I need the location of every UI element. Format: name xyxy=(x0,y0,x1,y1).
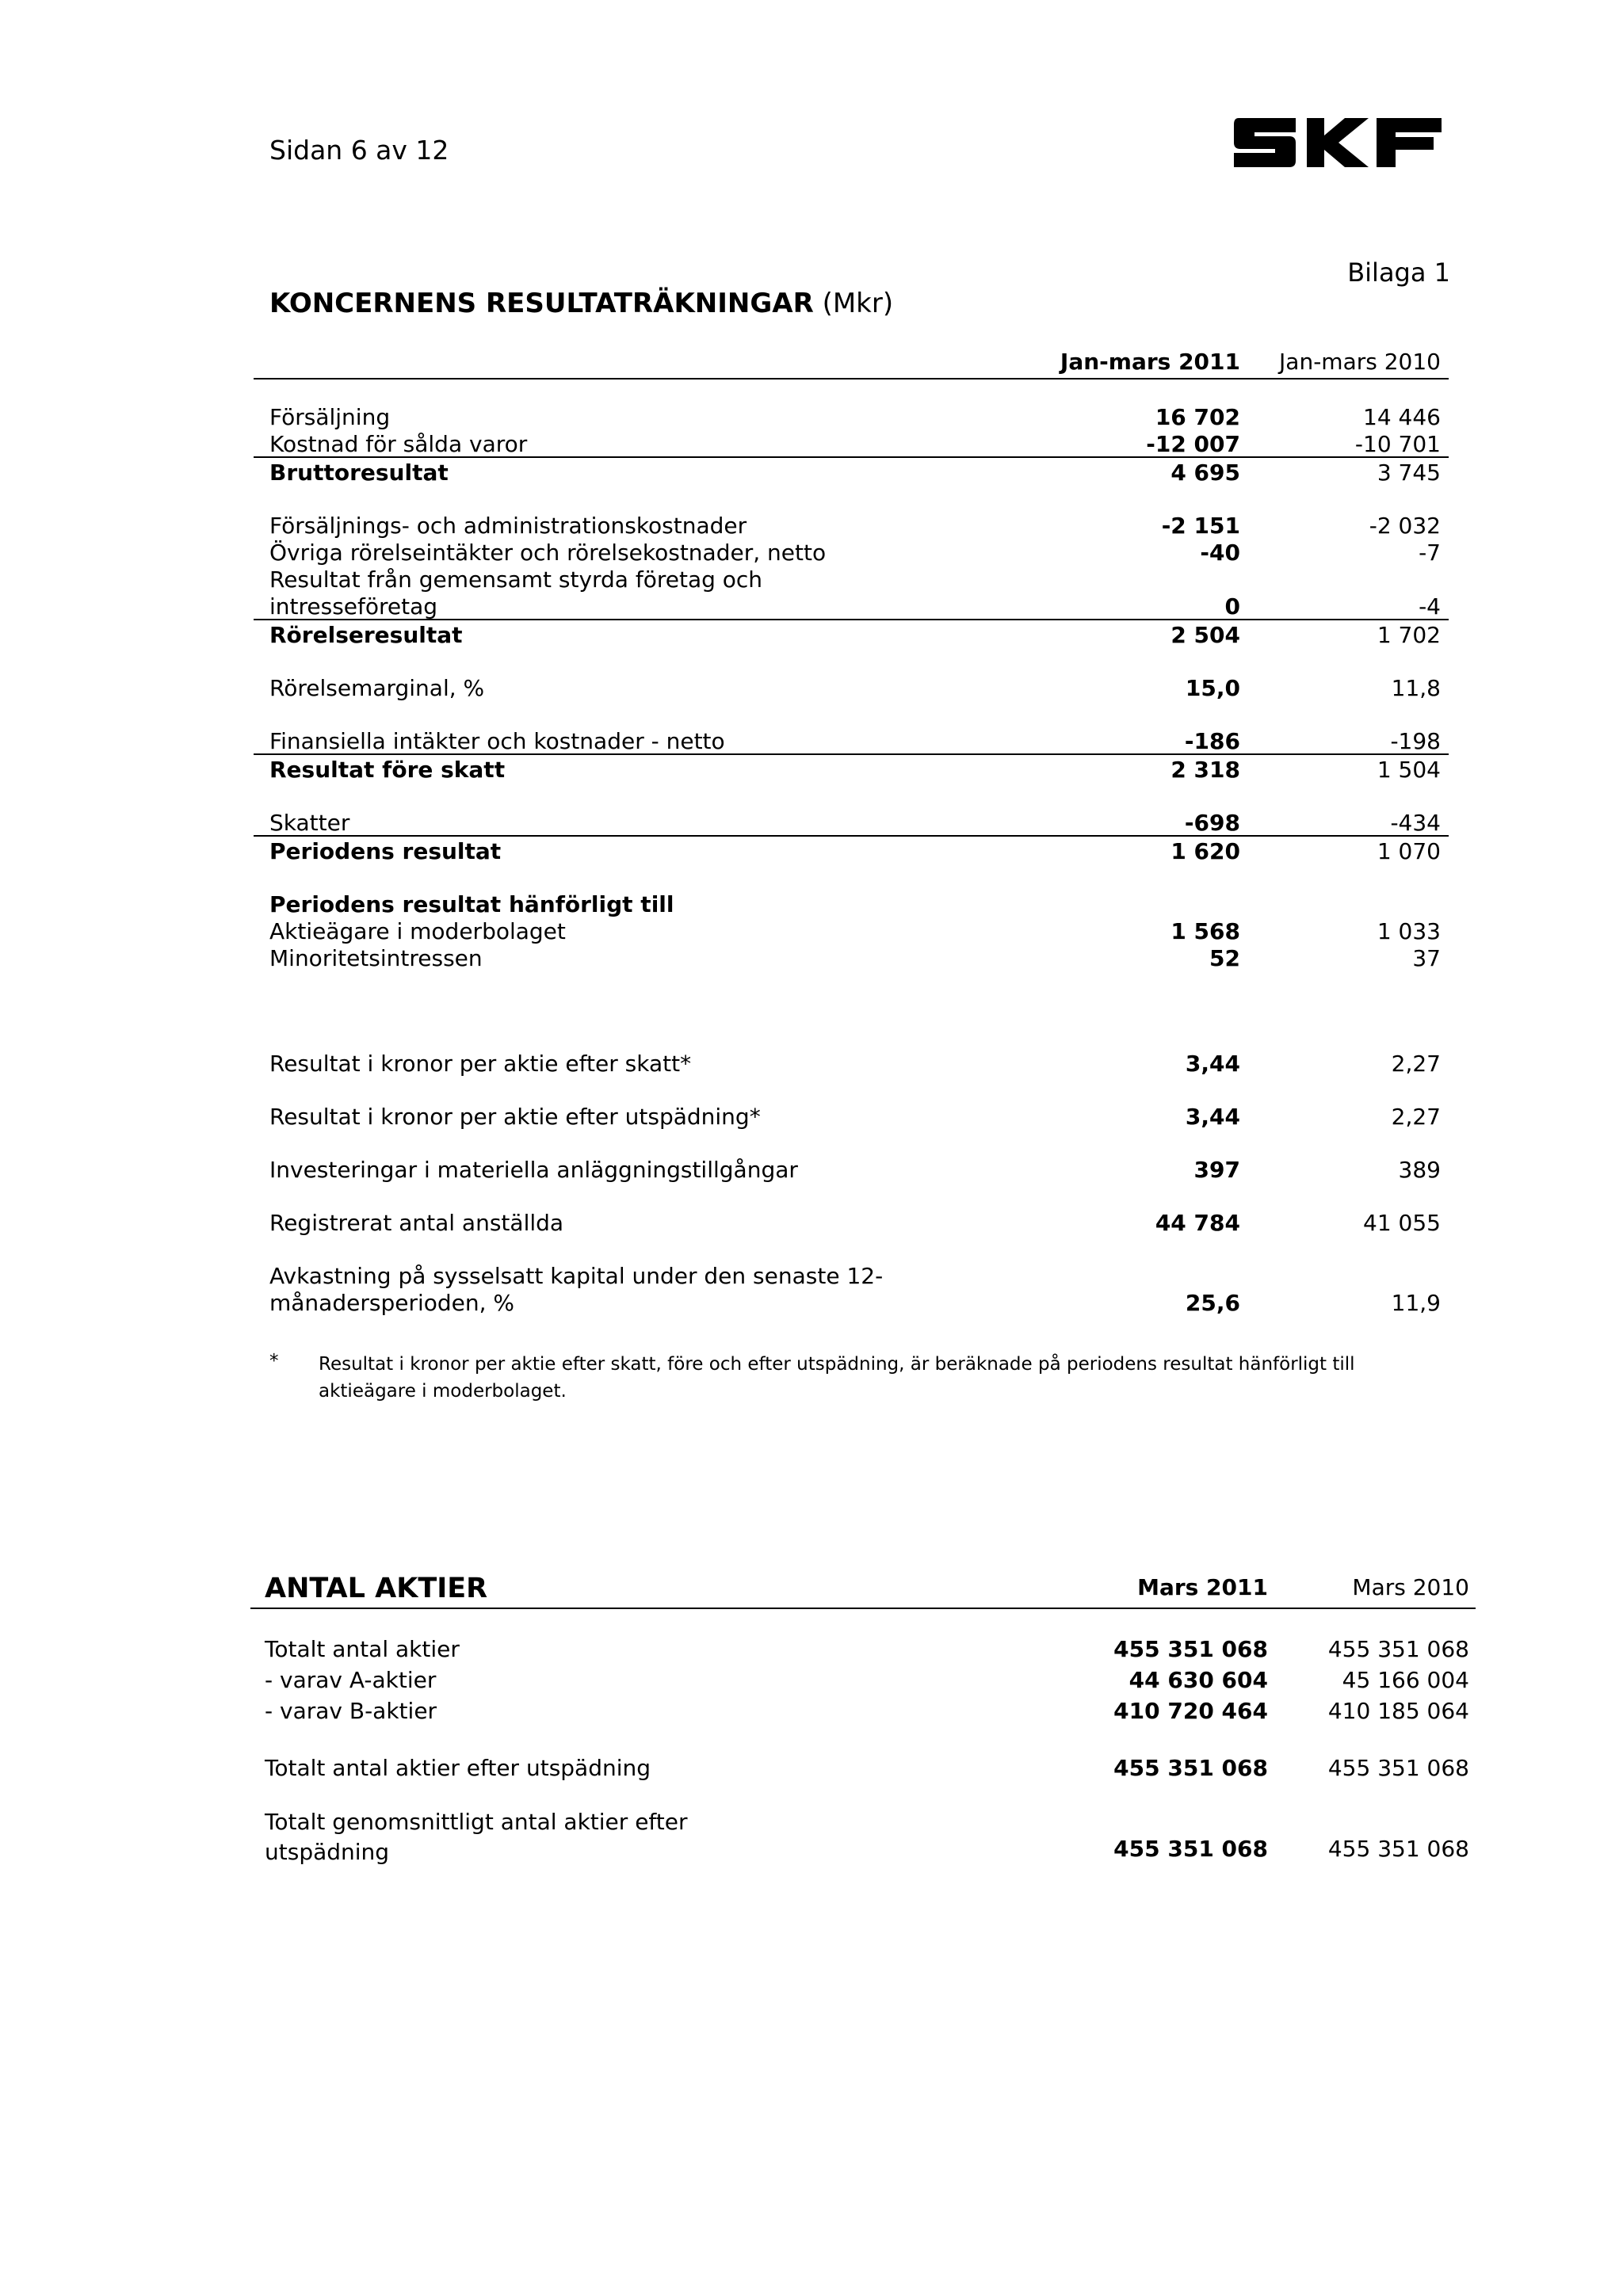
row-label: Kostnad för sålda varor xyxy=(269,431,528,457)
value-2010: 14 446 xyxy=(1363,404,1441,430)
value-2011: 52 xyxy=(1209,945,1240,971)
value-2010: 2,27 xyxy=(1391,1104,1441,1130)
row-label: Försäljnings- och administrationskostnader xyxy=(269,513,747,539)
value-2011: 16 702 xyxy=(1155,404,1240,430)
row-label: Bruttoresultat xyxy=(269,460,449,486)
row-label: - varav A-aktier xyxy=(265,1667,437,1693)
row-label: - varav B-aktier xyxy=(265,1698,437,1724)
row-label: Periodens resultat hänförligt till xyxy=(269,891,674,917)
value-2011: 4 695 xyxy=(1170,460,1240,486)
value-2010: 455 351 068 xyxy=(1327,1636,1469,1662)
value-2010: 1 070 xyxy=(1377,838,1441,864)
row-label: Avkastning på sysselsatt kapital under den senaste 12- xyxy=(269,1263,884,1289)
row-label-continued: månadersperioden, % xyxy=(269,1290,515,1316)
value-2011: 2 318 xyxy=(1170,757,1240,783)
value-2010: 11,8 xyxy=(1391,675,1441,701)
value-2011: -2 151 xyxy=(1161,513,1240,539)
row-label-continued: utspädning xyxy=(265,1839,390,1865)
value-2011: 0 xyxy=(1224,593,1240,620)
value-2011: 455 351 068 xyxy=(1113,1636,1268,1662)
value-2010: 45 166 004 xyxy=(1342,1667,1469,1693)
value-2011: 455 351 068 xyxy=(1113,1755,1268,1781)
shares-title: ANTAL AKTIER xyxy=(265,1573,488,1604)
value-2010: 1 504 xyxy=(1377,757,1441,783)
value-2010: 41 055 xyxy=(1363,1210,1441,1236)
appendix-label: Bilaga 1 xyxy=(1347,257,1450,288)
subtotal-rule xyxy=(254,835,1449,837)
value-2011: 25,6 xyxy=(1185,1290,1240,1316)
value-2011: -40 xyxy=(1200,540,1240,566)
skf-logo-mark xyxy=(1234,118,1442,167)
row-label: Övriga rörelseintäkter och rörelsekostnader, netto xyxy=(269,540,827,566)
value-2010: 3 745 xyxy=(1377,460,1441,486)
value-2011: 44 630 604 xyxy=(1128,1667,1268,1693)
value-2011: 2 504 xyxy=(1170,622,1240,648)
value-2011: 455 351 068 xyxy=(1113,1836,1268,1862)
row-label: Rörelsemarginal, % xyxy=(269,675,485,701)
column-header-2011: Jan-mars 2011 xyxy=(1060,349,1240,375)
value-2010: -434 xyxy=(1390,810,1441,836)
value-2010: -2 032 xyxy=(1369,513,1441,539)
value-2011: 3,44 xyxy=(1185,1104,1240,1130)
title-bold: KONCERNENS RESULTATRÄKNINGAR xyxy=(269,288,814,319)
income-statement-table xyxy=(254,349,1449,1331)
value-2010: 11,9 xyxy=(1391,1290,1441,1316)
value-2010: 389 xyxy=(1398,1157,1441,1183)
value-2011: 1 620 xyxy=(1170,838,1240,864)
header-rule xyxy=(254,378,1449,379)
value-2011: -186 xyxy=(1184,728,1240,754)
footnote-text: Resultat i kronor per aktie efter skatt, före och efter utspädning, är beräknade på periodens resultat hänförligt till aktieägare i moderbolaget. xyxy=(319,1354,1355,1402)
footnote-marker: * xyxy=(269,1351,279,1371)
value-2010: -7 xyxy=(1419,540,1441,566)
row-label: Resultat från gemensamt styrda företag och xyxy=(269,566,763,593)
row-label: Totalt genomsnittligt antal aktier efter xyxy=(265,1809,688,1835)
skf-logo xyxy=(1234,118,1442,170)
row-label: Investeringar i materiella anläggningstillgångar xyxy=(269,1157,798,1183)
row-label: Registrerat antal anställda xyxy=(269,1210,564,1236)
income-statement-title xyxy=(269,288,893,319)
value-2011: 1 568 xyxy=(1170,918,1240,944)
subtotal-rule xyxy=(254,619,1449,620)
row-label: Försäljning xyxy=(269,404,391,430)
value-2011: 44 784 xyxy=(1155,1210,1240,1236)
subtotal-rule xyxy=(254,456,1449,458)
row-label: Aktieägare i moderbolaget xyxy=(269,918,566,944)
page-number: Sidan 6 av 12 xyxy=(269,135,449,166)
share-count-table xyxy=(250,1573,1476,1890)
value-2011: 15,0 xyxy=(1185,675,1240,701)
value-2010: 455 351 068 xyxy=(1327,1755,1469,1781)
row-label: Skatter xyxy=(269,810,350,836)
value-2011: -12 007 xyxy=(1146,431,1240,457)
row-label: Resultat före skatt xyxy=(269,757,506,783)
row-label: Minoritetsintressen xyxy=(269,945,483,971)
value-2011: 397 xyxy=(1193,1157,1240,1183)
row-label-continued: intresseföretag xyxy=(269,593,438,620)
value-2010: -198 xyxy=(1390,728,1441,754)
title-unit: (Mkr) xyxy=(822,288,894,319)
row-label: Resultat i kronor per aktie efter skatt* xyxy=(269,1051,692,1077)
value-2010: 410 185 064 xyxy=(1327,1698,1469,1724)
value-2011: -698 xyxy=(1184,810,1240,836)
row-label: Totalt antal aktier xyxy=(265,1636,460,1662)
value-2010: 455 351 068 xyxy=(1327,1836,1469,1862)
row-label: Periodens resultat xyxy=(269,838,502,864)
value-2011: 410 720 464 xyxy=(1113,1698,1268,1724)
header-rule xyxy=(250,1608,1476,1609)
column-header-mars-2010: Mars 2010 xyxy=(1352,1574,1469,1600)
value-2010: 2,27 xyxy=(1391,1051,1441,1077)
value-2010: 1 702 xyxy=(1377,622,1441,648)
value-2011: 3,44 xyxy=(1185,1051,1240,1077)
row-label: Rörelseresultat xyxy=(269,622,463,648)
value-2010: 37 xyxy=(1412,945,1441,971)
column-header-2010: Jan-mars 2010 xyxy=(1279,349,1441,375)
value-2010: -10 701 xyxy=(1354,431,1441,457)
row-label: Resultat i kronor per aktie efter utspädning* xyxy=(269,1104,761,1130)
row-label: Totalt antal aktier efter utspädning xyxy=(265,1755,651,1781)
subtotal-rule xyxy=(254,753,1449,755)
column-header-mars-2011: Mars 2011 xyxy=(1137,1574,1268,1600)
value-2010: -4 xyxy=(1419,593,1441,620)
value-2010: 1 033 xyxy=(1377,918,1441,944)
row-label: Finansiella intäkter och kostnader - netto xyxy=(269,728,725,754)
